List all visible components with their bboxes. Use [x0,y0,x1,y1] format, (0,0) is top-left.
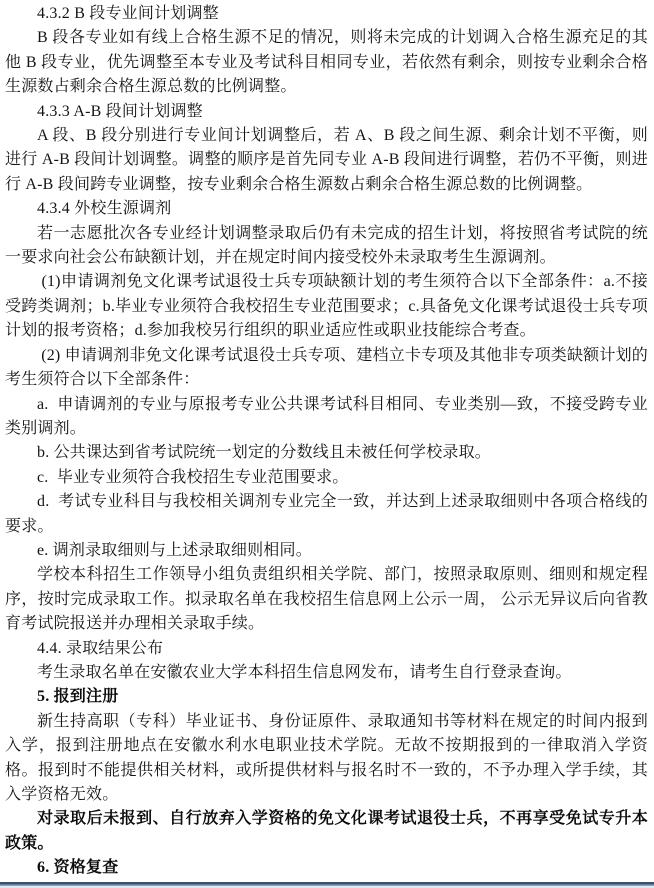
paragraph-ab-section-plan-adjust: A 段、B 段分别进行专业间计划调整后，若 A、B 段之间生源、剩余计划不平衡，则进行 A-B 段间计划调整。调整的顺序是首先同专业 A-B 段间进行调整，若仍不平衡，则进行 A-B 段间跨专业调整，按专业剩余合格生源数占剩余合格生源总数的比例调整。 [5,127,648,193]
section-heading-4-4: 4.4. 录取结果公布 [37,639,164,657]
paragraph-item-1-veteran-transfer: (1)申请调剂免文化课考试退役士兵专项缺额计划的考生须符合以下全部条件：a.不接受跨类调剂；b.毕业专业须符合我校招生专业范围要求；c.具备免文化课考试退役士兵专项计划的报考资格；d.参加我校另行组织的职业适应性或职业技能综合考查。 [5,273,648,340]
section-heading-4-3-4: 4.3.4 外校生源调剂 [37,200,172,218]
section-heading-6-qualification-review: 6. 资格复查 [37,859,119,877]
paragraph-external-transfer-intro: 若一志愿批次各专业经计划调整录取后仍有未完成的招生计划，将按照省考试院的统一要求向社会公布缺额计划，并在规定时间内接受校外未录取考生生源调剂。 [5,224,648,267]
paragraph-result-publish: 考生录取名单在安徽农业大学本科招生信息网发布，请考生自行登录查询。 [37,663,572,681]
paragraph-condition-a: a. 申请调剂的专业与原报考专业公共课考试科目相同、专业类别—致，不接受跨专业类别调剂。 [5,395,648,437]
section-heading-5-registration: 5. 报到注册 [37,688,119,706]
paragraph-condition-b: b. 公共课达到省考试院统一划定的分数线且未被任何学校录取。 [37,444,492,462]
paragraph-registration-details: 新生持高职（专科）毕业证书、身份证原件、录取通知书等材料在规定的时间内报到入学，报到注册地点在安徽水利水电职业技术学院。无故不按期报到的一律取消入学资格。报到时不能提供相关材料，或所提供材料与报名时不一致的，不予办理入学手续，其入学资格无效。 [5,712,648,803]
section-heading-4-3-2: 4.3.2 B 段专业间计划调整 [37,5,219,22]
paragraph-condition-d: d. 考试专业科目与我校相关调剂专业完全一致，并达到上述录取细则中各项合格线的要求。 [5,493,648,535]
paragraph-admission-workgroup: 学校本科招生工作领导小组负责组织相关学院、部门，按照录取原则、细则和规定程序，按时完成录取工作。拟录取名单在我校招生信息网上公示一周， 公示无异议后向省教育考试院报送并办理相关录取手续。 [5,566,648,633]
paragraph-b-section-plan-adjust: B 段各专业如有线上合格生源不足的情况，则将未完成的计划调入合格生源充足的其他 B 段专业，优先调整至本专业及考试科目相同专业，若依然有剩余，则按专业剩余合格生源数占剩余合格生源总数的比例调整。 [5,29,648,96]
page-bottom-edge [0,881,654,888]
paragraph-condition-e: e. 调剂录取细则与上述录取细则相同。 [37,541,312,559]
paragraph-item-2-other-transfer: (2) 申请调剂非免文化课考试退役士兵专项、建档立卡专项及其他非专项类缺额计划的考生须符合以下全部条件： [5,346,648,389]
section-heading-4-3-3: 4.3.3 A-B 段间计划调整 [37,102,203,120]
paragraph-condition-c: c. 毕业专业须符合我校招生专业范围要求。 [37,468,349,486]
paragraph-no-show-policy: 对录取后未报到、自行放弃入学资格的免文化课考试退役士兵，不再享受免试专升本政策。 [5,810,648,852]
